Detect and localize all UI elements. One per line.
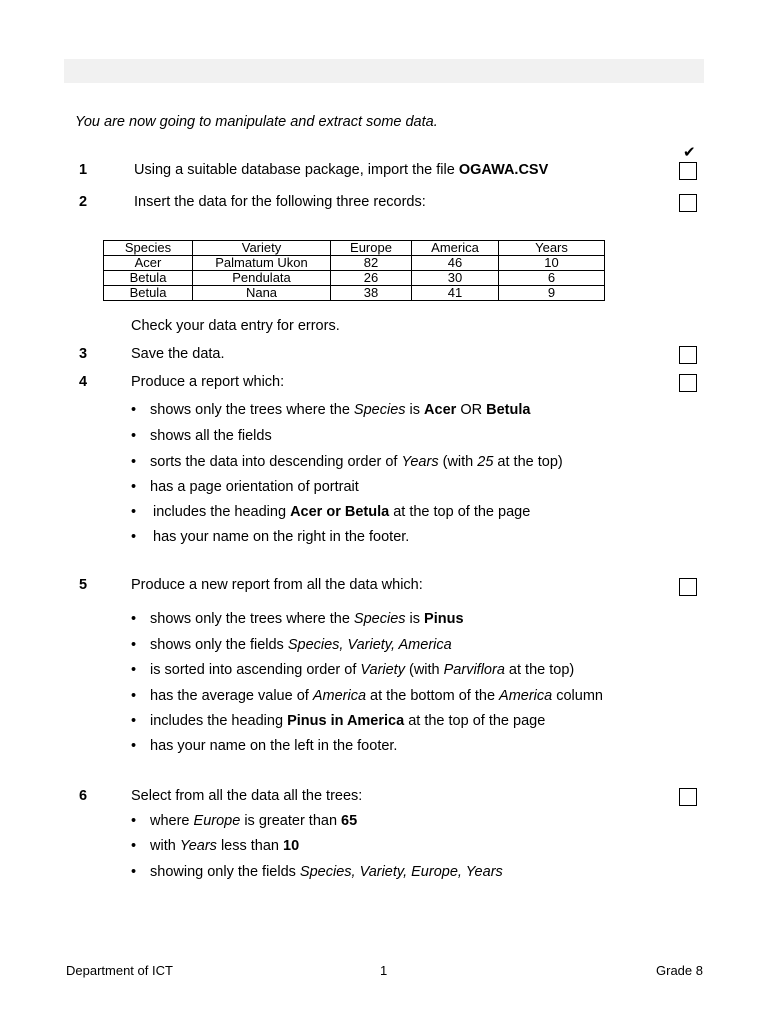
bullet-icon: •: [131, 529, 137, 545]
task-4-bullet-3: [150, 454, 563, 470]
bullet-text: (with: [404, 662, 444, 678]
task-4-checkbox[interactable]: [679, 374, 697, 392]
bullet-text-italic: Years: [179, 838, 217, 854]
task-4-number: 4: [79, 374, 88, 390]
bullet-icon: •: [131, 402, 137, 418]
table-cell: 9: [499, 286, 605, 301]
records-table: [103, 240, 605, 301]
bullet-text: at the bottom of the: [366, 688, 500, 704]
bullet-text: includes the heading: [150, 713, 288, 729]
bullet-text: at the top): [504, 662, 575, 678]
task-6-bullet-2: [150, 838, 299, 854]
task-5-bullet-2: [150, 637, 452, 653]
bullet-text: column: [552, 688, 603, 704]
task-4-bullet-2: shows all the fields: [150, 428, 272, 444]
bullet-text: is sorted into ascending order of: [150, 662, 361, 678]
task-3-checkbox[interactable]: [679, 346, 697, 364]
task-2-number: 2: [79, 194, 88, 210]
table-cell: 46: [412, 256, 499, 271]
bullet-icon: •: [131, 738, 137, 754]
table-cell: 82: [331, 256, 412, 271]
table-cell: 10: [499, 256, 605, 271]
task-5-bullet-6: has your name on the left in the footer.: [150, 738, 398, 754]
bullet-text-italic: Species: [353, 611, 406, 627]
bullet-text: shows only the trees where the: [150, 611, 354, 627]
task-2-checkbox[interactable]: [679, 194, 697, 212]
bullet-text-bold: 65: [341, 813, 358, 829]
bullet-text: shows only the trees where the: [150, 402, 354, 418]
table-row: [104, 256, 605, 271]
task-6-bullet-1: [150, 813, 357, 829]
task-1-checkbox[interactable]: [679, 162, 697, 180]
bullet-text-italic: America: [499, 688, 553, 704]
table-header-cell: Variety: [193, 241, 331, 256]
bullet-text-italic: Europe: [193, 813, 241, 829]
table-cell: Betula: [104, 271, 193, 286]
bullet-icon: •: [131, 454, 137, 470]
table-cell: 41: [412, 286, 499, 301]
bullet-text: at the top of the page: [389, 504, 531, 520]
table-row: [104, 286, 605, 301]
bullet-text: at the top): [493, 454, 563, 470]
bullet-icon: •: [131, 611, 137, 627]
bullet-icon: •: [131, 428, 137, 444]
bullet-icon: •: [131, 713, 137, 729]
bullet-text: showing only the fields: [150, 864, 300, 880]
header-bar: [64, 59, 704, 83]
task-1-number: 1: [79, 162, 88, 178]
table-cell: 38: [331, 286, 412, 301]
bullet-text-bold: Pinus: [424, 611, 464, 627]
check-entry-text: Check your data entry for errors.: [131, 318, 340, 334]
task-6-text: Select from all the data all the trees:: [131, 788, 363, 804]
bullet-icon: •: [131, 662, 137, 678]
table-cell: 30: [412, 271, 499, 286]
table-header-cell: Europe: [331, 241, 412, 256]
bullet-text: with: [150, 838, 180, 854]
table-cell: Palmatum Ukon: [193, 256, 331, 271]
task-5-bullet-3: [150, 662, 574, 678]
bullet-text: has the average value of: [150, 688, 313, 704]
bullet-text: less than: [216, 838, 284, 854]
task-4-bullet-4: has a page orientation of portrait: [150, 479, 359, 495]
bullet-icon: •: [131, 637, 137, 653]
bullet-icon: •: [131, 838, 137, 854]
bullet-text-bold: Betula: [486, 402, 531, 418]
bullet-icon: •: [131, 504, 137, 520]
task-6-bullet-3: [150, 864, 503, 880]
bullet-text-italic: America: [312, 688, 367, 704]
table-header-cell: Species: [104, 241, 193, 256]
task-5-bullet-1: [150, 611, 464, 627]
task-1-filename: OGAWA.CSV: [458, 162, 549, 178]
bullet-text: at the top of the page: [404, 713, 546, 729]
intro-text: You are now going to manipulate and extract some data.: [75, 114, 438, 130]
bullet-text-italic: Years: [401, 454, 439, 470]
task-5-text: Produce a new report from all the data which:: [131, 577, 423, 593]
task-5-number: 5: [79, 577, 88, 593]
bullet-text: is: [405, 402, 425, 418]
task-6-checkbox[interactable]: [679, 788, 697, 806]
task-4-bullet-6: has your name on the right in the footer.: [153, 529, 410, 545]
bullet-icon: •: [131, 479, 137, 495]
bullet-text: shows only the fields: [150, 637, 288, 653]
footer-page-number: 1: [380, 963, 388, 978]
task-3-number: 3: [79, 346, 88, 362]
task-6-number: 6: [79, 788, 88, 804]
bullet-text: is greater than: [240, 813, 342, 829]
table-cell: 6: [499, 271, 605, 286]
bullet-text-italic: Variety: [360, 662, 405, 678]
table-cell: Acer: [104, 256, 193, 271]
task-2-text: Insert the data for the following three records:: [134, 194, 426, 210]
table-cell: 26: [331, 271, 412, 286]
bullet-text: where: [150, 813, 194, 829]
table-header-cell: America: [412, 241, 499, 256]
bullet-text: is: [405, 611, 425, 627]
table-row: [104, 271, 605, 286]
footer-right: Grade 8: [656, 963, 703, 978]
bullet-text-bold: Pinus in America: [287, 713, 405, 729]
bullet-text-italic: Species, Variety, Europe, Years: [299, 864, 503, 880]
task-5-bullet-4: [150, 688, 603, 704]
task-4-bullet-1: [150, 402, 530, 418]
table-header-cell: Years: [499, 241, 605, 256]
bullet-icon: •: [131, 688, 137, 704]
checkmark-icon: ✔: [683, 144, 696, 161]
bullet-text: sorts the data into descending order of: [150, 454, 402, 470]
task-4-bullet-5: [153, 504, 530, 520]
bullet-text-italic: 25: [477, 454, 494, 470]
table-cell: Betula: [104, 286, 193, 301]
task-4-text: Produce a report which:: [131, 374, 285, 390]
bullet-text-italic: Species, Variety, America: [287, 637, 452, 653]
bullet-text-italic: Species: [353, 402, 406, 418]
bullet-text-bold: Acer or Betula: [290, 504, 390, 520]
task-1-text-pre: Using a suitable database package, import the file: [134, 162, 459, 178]
bullet-icon: •: [131, 864, 137, 880]
table-cell: Pendulata: [193, 271, 331, 286]
bullet-text-bold: Acer: [424, 402, 457, 418]
table-header-row: [104, 241, 605, 256]
bullet-text-bold: 10: [283, 838, 300, 854]
footer-left: Department of ICT: [66, 963, 173, 978]
bullet-text-italic: Parviflora: [443, 662, 505, 678]
bullet-text: OR: [456, 402, 487, 418]
table-cell: Nana: [193, 286, 331, 301]
bullet-text: includes the heading: [153, 504, 291, 520]
task-3-text: Save the data.: [131, 346, 225, 362]
task-5-checkbox[interactable]: [679, 578, 697, 596]
bullet-icon: •: [131, 813, 137, 829]
bullet-text: (with: [438, 454, 478, 470]
task-1-text: [134, 162, 548, 178]
task-5-bullet-5: [150, 713, 545, 729]
